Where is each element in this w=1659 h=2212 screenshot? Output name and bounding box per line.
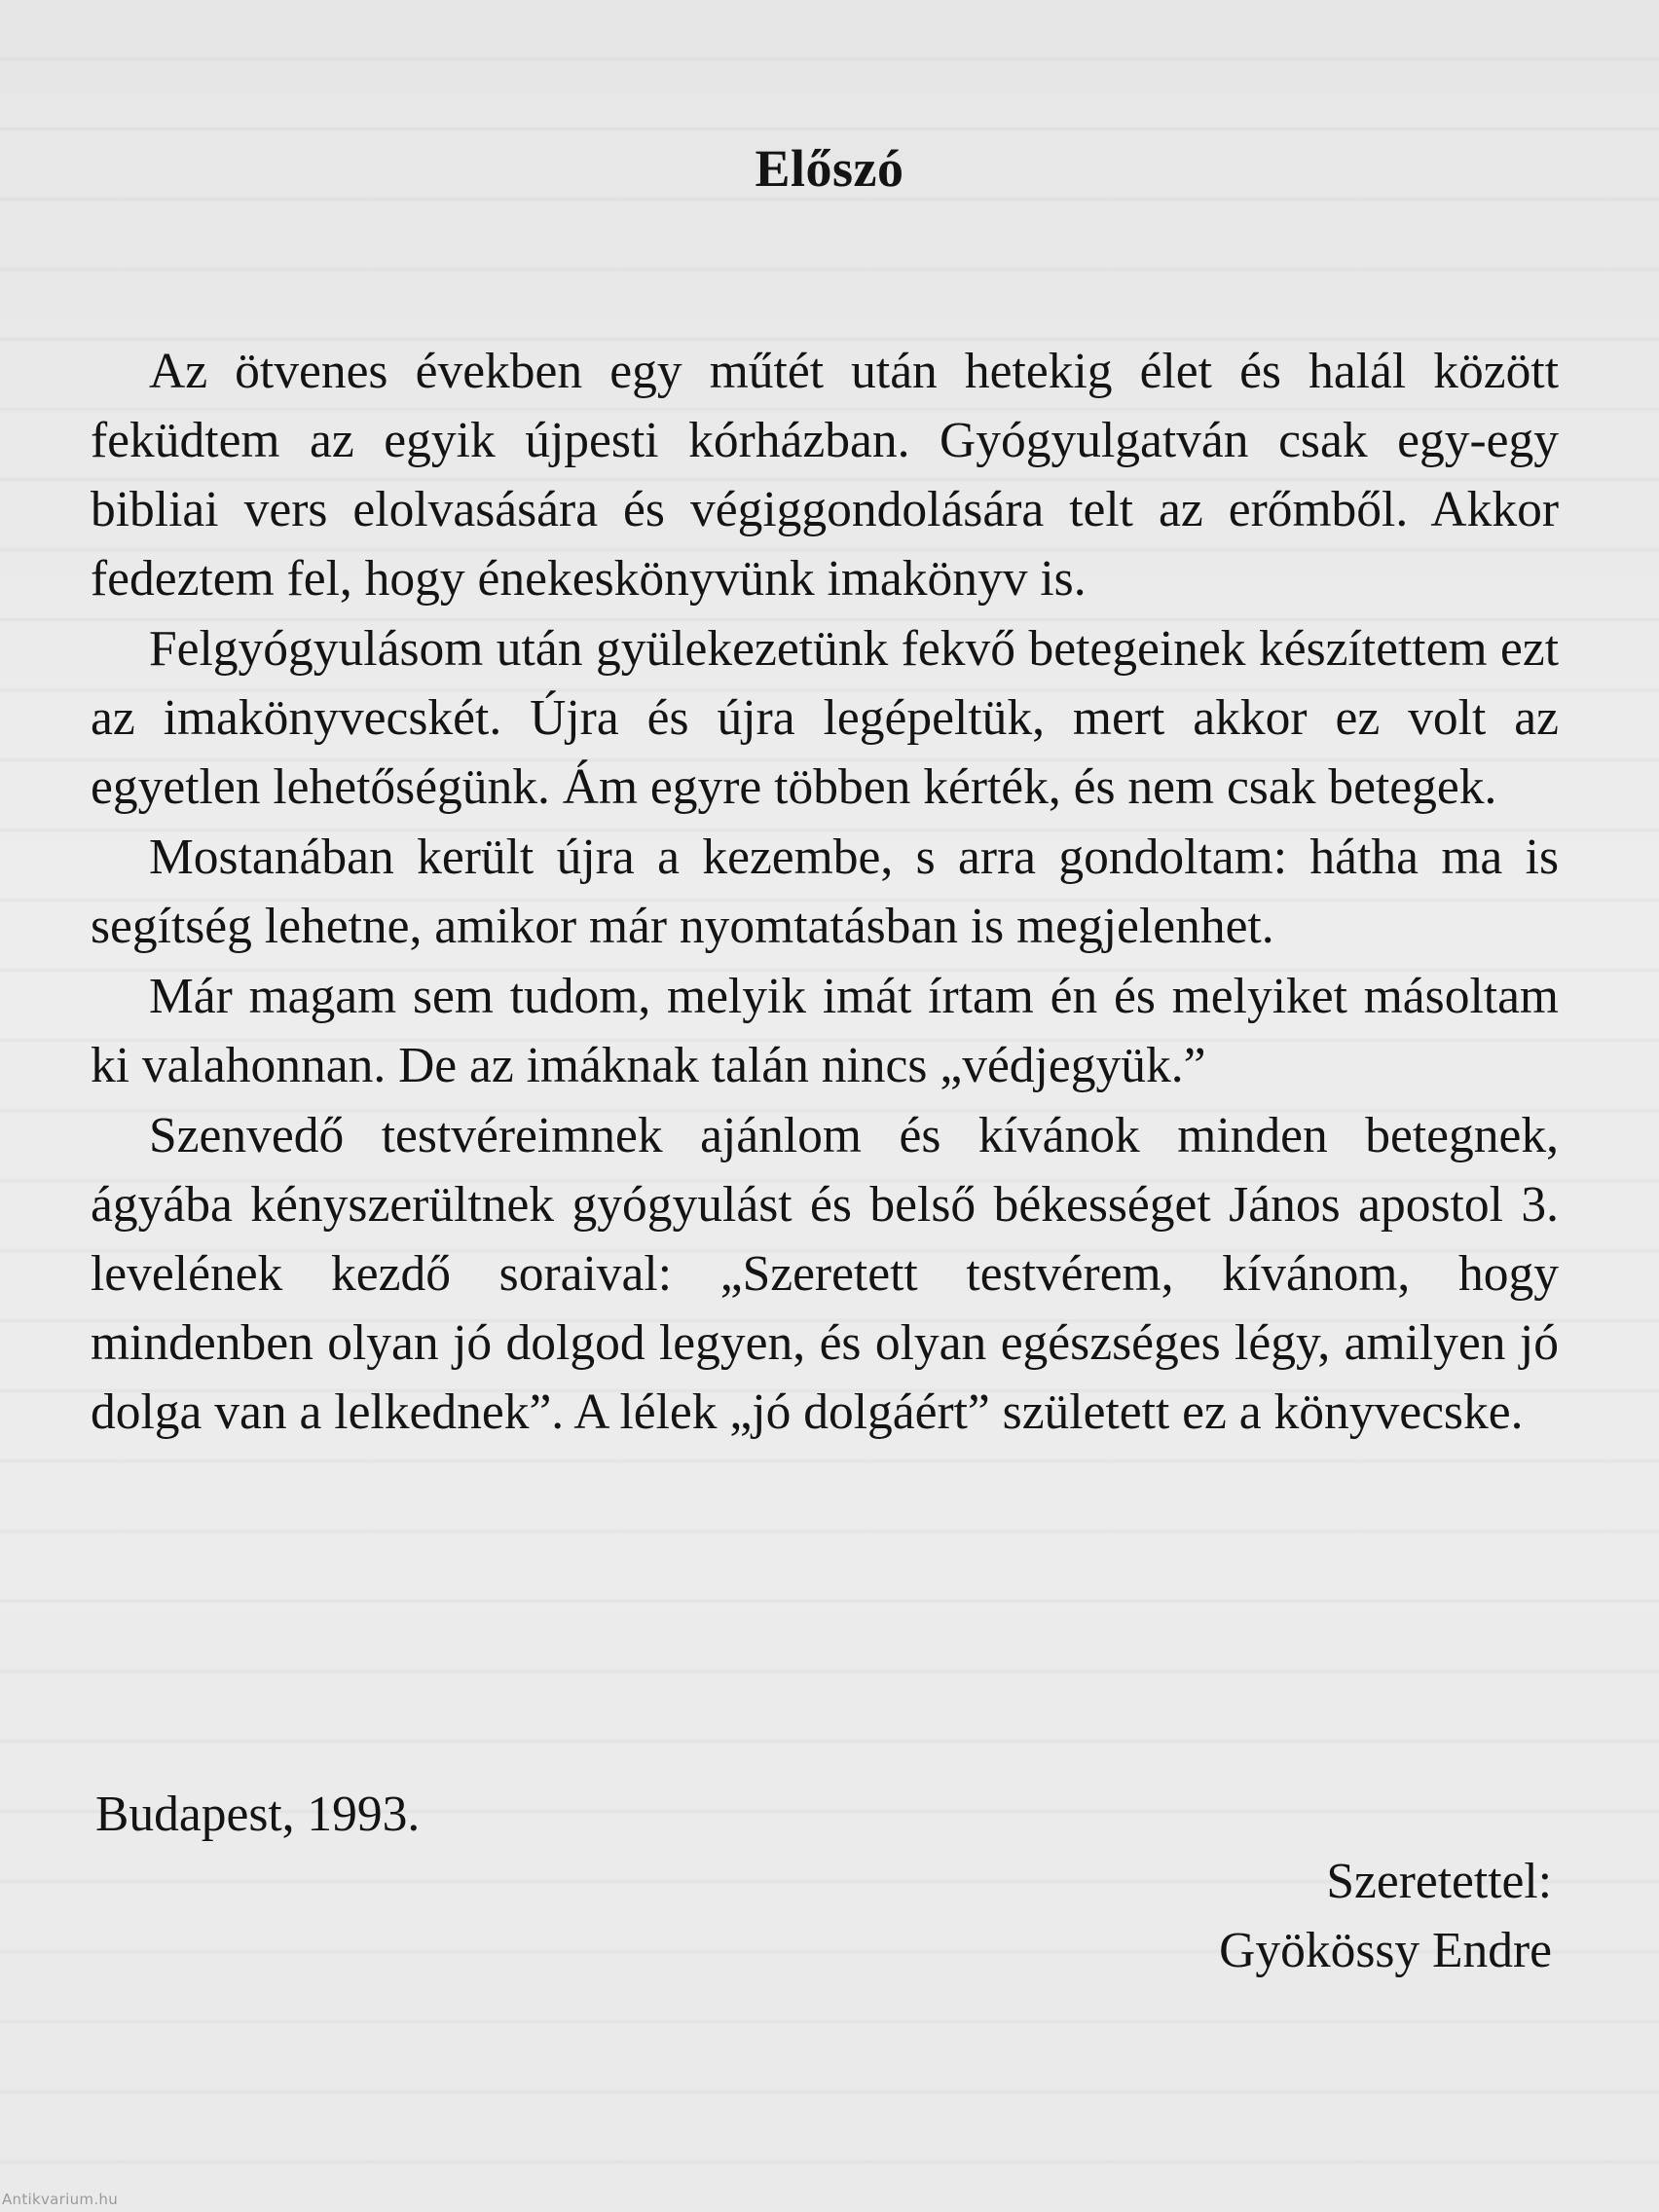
paragraph-1: Az ötvenes években egy műtét után hetekig élet és halál között feküdtem az egyik újpesti kórházban. Gyógyulgatván csak egy-egy bibliai vers elolvasására és végiggondolására telt az erőmből. Akkor fedeztem fel, hogy énekeskönyvünk imakönyv is. (91, 344, 1559, 607)
page-title: Előszó (755, 139, 904, 198)
watermark-text: Antikvarium.hu (2, 2191, 119, 2208)
paragraph-5: Szenvedő testvéreimnek ajánlom és kívánok minden betegnek, ágyába kényszerültnek gyógyulást és belső békességet János apostol 3. levelének kezdő soraival: „Szeretett testvérem, kívánom, hogy mindenben olyan jó dolgod legyen, és olyan egészséges légy, amilyen jó dolga van a lelkednek”. A lélek „jó dolgáért” született ez a könyvecske. (91, 1108, 1559, 1440)
signature-block (1219, 1847, 1552, 1985)
paragraph-3: Mostanában került újra a kezembe, s arra gondoltam: hátha ma is segítség lehetne, amikor már nyomtatásban is megjelenhet. (91, 830, 1559, 954)
preface-body (91, 337, 1559, 1448)
paragraph-2: Felgyógyulásom után gyülekezetünk fekvő betegeinek készítettem ezt az imakönyvecskét. Újra és újra legépeltük, mert akkor ez volt az egyetlen lehetőségünk. Ám egyre többen kérték, és nem csak betegek. (91, 621, 1559, 815)
closing-salutation: Szeretettel: (1326, 1854, 1552, 1909)
paragraph-4: Már magam sem tudom, melyik imát írtam én és melyiket másoltam ki valahonnan. De az imáknak talán nincs „védjegyük.” (91, 969, 1559, 1093)
place-date: Budapest, 1993. (95, 1787, 421, 1842)
author-name: Gyökössy Endre (1219, 1923, 1552, 1978)
